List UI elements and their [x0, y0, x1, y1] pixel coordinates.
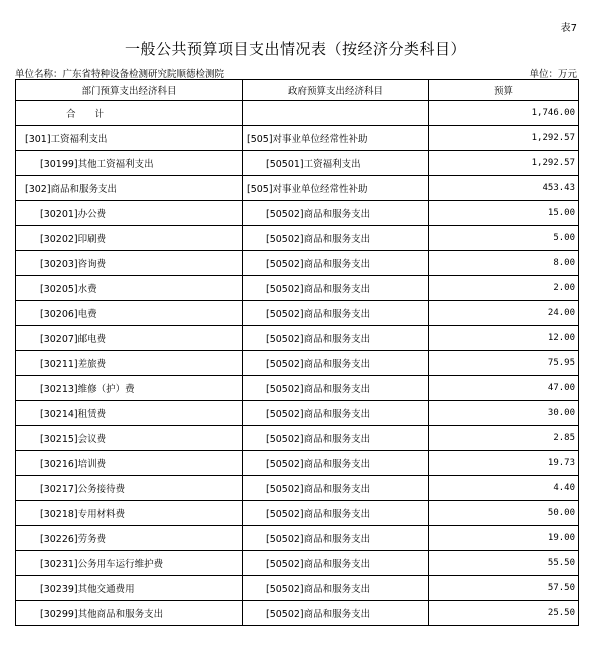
amount-cell: 19.00 [429, 526, 579, 551]
dept-category-cell: [30299]其他商品和服务支出 [16, 601, 243, 626]
gov-category-cell: [50502]商品和服务支出 [243, 501, 429, 526]
budget-table [15, 79, 579, 626]
dept-category-cell: [30211]差旅费 [16, 351, 243, 376]
gov-category-cell: [505]对事业单位经常性补助 [243, 126, 429, 151]
dept-category-cell: [30206]电费 [16, 301, 243, 326]
gov-category-cell: [50501]工资福利支出 [243, 151, 429, 176]
gov-category-cell: [50502]商品和服务支出 [243, 601, 429, 626]
gov-category-cell: [50502]商品和服务支出 [243, 301, 429, 326]
table-row [16, 501, 579, 526]
dept-category-cell: [30217]公务接待费 [16, 476, 243, 501]
dept-category-cell: [30218]专用材料费 [16, 501, 243, 526]
dept-category-cell: [30215]会议费 [16, 426, 243, 451]
dept-category-cell: [302]商品和服务支出 [16, 176, 243, 201]
table-row [16, 326, 579, 351]
table-row [16, 526, 579, 551]
dept-category-cell: [30203]咨询费 [16, 251, 243, 276]
gov-category-cell: [50502]商品和服务支出 [243, 551, 429, 576]
gov-category-cell: [50502]商品和服务支出 [243, 251, 429, 276]
amount-cell: 2.85 [429, 426, 579, 451]
gov-category-cell: [50502]商品和服务支出 [243, 226, 429, 251]
amount-cell: 2.00 [429, 276, 579, 301]
dept-category-cell: [30205]水费 [16, 276, 243, 301]
table-row [16, 251, 579, 276]
dept-category-cell: [30213]维修（护）费 [16, 376, 243, 401]
table-row [16, 551, 579, 576]
table-number: 表7 [560, 23, 577, 34]
gov-category-cell: [50502]商品和服务支出 [243, 201, 429, 226]
header-budget-amount: 预算 [429, 80, 579, 101]
amount-cell: 75.95 [429, 351, 579, 376]
amount-cell: 57.50 [429, 576, 579, 601]
amount-cell: 4.40 [429, 476, 579, 501]
amount-cell: 15.00 [429, 201, 579, 226]
table-row [16, 151, 579, 176]
dept-category-cell: [30216]培训费 [16, 451, 243, 476]
gov-category-cell: [50502]商品和服务支出 [243, 376, 429, 401]
currency-unit-label: 单位：万元 [529, 69, 577, 80]
table-row [16, 276, 579, 301]
page-title: 一般公共预算项目支出情况表（按经济分类科目） [124, 40, 466, 58]
amount-cell: 50.00 [429, 501, 579, 526]
table-row [16, 451, 579, 476]
amount-cell: 19.73 [429, 451, 579, 476]
dept-category-cell: [30226]劳务费 [16, 526, 243, 551]
gov-category-cell: [50502]商品和服务支出 [243, 326, 429, 351]
dept-category-cell: [301]工资福利支出 [16, 126, 243, 151]
gov-category-cell: [50502]商品和服务支出 [243, 401, 429, 426]
dept-category-cell: [30201]办公费 [16, 201, 243, 226]
header-row [16, 80, 579, 101]
table-row [16, 576, 579, 601]
gov-category-cell: [50502]商品和服务支出 [243, 276, 429, 301]
table-row [16, 376, 579, 401]
amount-cell: 453.43 [429, 176, 579, 201]
amount-cell: 1,292.57 [429, 126, 579, 151]
table-row [16, 426, 579, 451]
table-header [16, 80, 579, 101]
dept-category-cell: 合 计 [16, 101, 243, 126]
amount-cell: 1,746.00 [429, 101, 579, 126]
dept-category-cell: [30214]租赁费 [16, 401, 243, 426]
dept-category-cell: [30239]其他交通费用 [16, 576, 243, 601]
total-row [16, 101, 579, 126]
header-dept-category: 部门预算支出经济科目 [16, 80, 243, 101]
amount-cell: 24.00 [429, 301, 579, 326]
table-row [16, 476, 579, 501]
table-body [16, 101, 579, 626]
unit-name-label: 单位名称：广东省特种设备检测研究院顺德检测院 [15, 69, 225, 80]
amount-cell: 47.00 [429, 376, 579, 401]
table-row [16, 126, 579, 151]
dept-category-cell: [30199]其他工资福利支出 [16, 151, 243, 176]
table-row [16, 401, 579, 426]
table-row [16, 176, 579, 201]
gov-category-cell: [50502]商品和服务支出 [243, 451, 429, 476]
table-row [16, 201, 579, 226]
gov-category-cell: [50502]商品和服务支出 [243, 426, 429, 451]
dept-category-cell: [30207]邮电费 [16, 326, 243, 351]
gov-category-cell: [50502]商品和服务支出 [243, 476, 429, 501]
gov-category-cell: [50502]商品和服务支出 [243, 576, 429, 601]
amount-cell: 12.00 [429, 326, 579, 351]
dept-category-cell: [30202]印刷费 [16, 226, 243, 251]
amount-cell: 25.50 [429, 601, 579, 626]
gov-category-cell: [50502]商品和服务支出 [243, 351, 429, 376]
table-row [16, 601, 579, 626]
table-row [16, 226, 579, 251]
table-row [16, 301, 579, 326]
gov-category-cell [243, 101, 429, 126]
amount-cell: 1,292.57 [429, 151, 579, 176]
amount-cell: 8.00 [429, 251, 579, 276]
amount-cell: 30.00 [429, 401, 579, 426]
gov-category-cell: [505]对事业单位经常性补助 [243, 176, 429, 201]
amount-cell: 55.50 [429, 551, 579, 576]
table-row [16, 351, 579, 376]
header-gov-category: 政府预算支出经济科目 [243, 80, 429, 101]
gov-category-cell: [50502]商品和服务支出 [243, 526, 429, 551]
dept-category-cell: [30231]公务用车运行维护费 [16, 551, 243, 576]
amount-cell: 5.00 [429, 226, 579, 251]
